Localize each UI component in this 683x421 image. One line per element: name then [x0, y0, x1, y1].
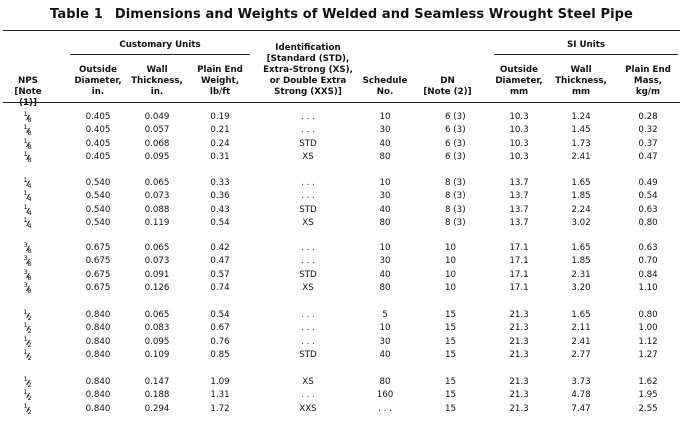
nps-fraction	[24, 269, 33, 282]
cell-schedule: 40	[379, 349, 391, 360]
cell-schedule: 10	[379, 323, 391, 334]
cell-schedule: 80	[379, 217, 391, 228]
nps-numerator: 1	[23, 375, 28, 383]
cell-wt-lbft: 1.72	[210, 403, 230, 414]
cell-wt-in: 0.083	[144, 323, 170, 334]
cell-wt-mm: 4.78	[571, 390, 591, 401]
nps-numerator: 3	[23, 254, 28, 263]
nps-numerator: 1	[23, 189, 28, 198]
cell-mass: 1.00	[638, 323, 658, 334]
header-od-mm-line: mm	[509, 87, 529, 97]
header-wt-in-line: Wall	[146, 65, 168, 75]
nps-cell	[4, 204, 52, 217]
cell-wt-lbft: 0.42	[210, 243, 230, 253]
header-mass-line: kg/m	[635, 87, 661, 97]
nps-denominator: 8	[27, 116, 32, 124]
cell-schedule: 10	[379, 112, 391, 122]
cell-ident: . . .	[301, 125, 315, 136]
cell-od-mm: 21.3	[509, 403, 529, 414]
nps-fraction	[24, 389, 33, 402]
nps-numerator: 3	[23, 267, 28, 276]
nps-fraction	[24, 322, 33, 335]
cell-schedule: 10	[379, 243, 391, 253]
nps-cell	[4, 349, 52, 362]
cell-od-in: 0.540	[85, 178, 111, 188]
cell-wt-mm: 2.41	[571, 151, 591, 162]
cell-mass: 1.27	[638, 349, 658, 360]
cell-od-mm: 21.3	[509, 349, 529, 360]
cell-od-mm: 17.1	[509, 282, 529, 293]
cell-od-in: 0.540	[85, 204, 111, 215]
nps-fraction	[24, 242, 33, 255]
cell-dn: 15	[445, 390, 457, 401]
cell-wt-lbft: 0.76	[210, 336, 230, 347]
cell-ident: XS	[302, 282, 314, 293]
header-wt-in-line: Thickness,	[131, 76, 183, 86]
cell-wt-mm: 7.47	[571, 403, 591, 414]
cell-wt-lbft: 1.09	[210, 377, 230, 387]
cell-ident: XS	[302, 151, 314, 162]
cell-wt-in: 0.065	[144, 310, 170, 320]
nps-cell	[4, 138, 52, 151]
nps-cell	[4, 177, 52, 190]
cell-schedule: 40	[379, 138, 391, 149]
cell-dn: 6 (3)	[445, 151, 466, 162]
cell-od-mm: 10.3	[509, 112, 529, 122]
nps-denominator: 8	[27, 129, 32, 138]
cell-dn: 6 (3)	[445, 125, 466, 136]
header-rule	[3, 102, 680, 103]
cell-od-in: 0.540	[85, 217, 111, 228]
nps-cell	[4, 269, 52, 282]
nps-fraction	[24, 282, 33, 295]
cell-dn: 8 (3)	[445, 217, 466, 228]
nps-fraction	[24, 190, 33, 203]
nps-numerator: 1	[23, 334, 28, 343]
cell-dn: 8 (3)	[445, 204, 466, 215]
nps-numerator: 1	[23, 347, 28, 356]
cell-dn: 15	[445, 323, 457, 334]
nps-fraction	[24, 403, 33, 416]
cell-schedule: 30	[379, 256, 391, 267]
cell-wt-lbft: 0.57	[210, 269, 230, 280]
cell-dn: 10	[445, 243, 457, 253]
header-ident-line: Strong (XXS)]	[274, 87, 342, 97]
cell-wt-lbft: 0.24	[210, 138, 230, 149]
cell-wt-in: 0.091	[144, 269, 170, 280]
cell-od-mm: 17.1	[509, 269, 529, 280]
header-wt-mm-line: Thickness,	[555, 76, 607, 86]
cell-schedule: 30	[379, 125, 391, 136]
nps-cell	[4, 190, 52, 203]
cell-ident: . . .	[301, 256, 315, 267]
cell-od-mm: 21.3	[509, 377, 529, 387]
cell-wt-lbft: 0.54	[210, 310, 230, 320]
nps-denominator: 8	[27, 142, 32, 151]
cell-ident: . . .	[301, 323, 315, 334]
cell-schedule: 5	[382, 310, 388, 320]
cell-od-mm: 13.7	[509, 217, 529, 228]
cell-wt-lbft: 0.47	[210, 256, 230, 267]
cell-wt-lbft: 0.21	[210, 125, 230, 136]
cell-wt-in: 0.147	[144, 377, 170, 387]
header-ident-line: or Double Extra	[269, 76, 347, 86]
customary-units-rule	[70, 54, 250, 55]
header-ident-line: Extra-Strong (XS),	[263, 65, 353, 75]
cell-od-in: 0.840	[85, 377, 111, 387]
cell-dn: 6 (3)	[445, 112, 466, 122]
nps-denominator: 4	[27, 221, 32, 230]
cell-wt-mm: 1.65	[571, 178, 591, 188]
cell-schedule: 80	[379, 282, 391, 293]
nps-cell	[4, 336, 52, 349]
nps-numerator: 1	[23, 215, 28, 224]
cell-od-in: 0.405	[85, 112, 111, 122]
nps-cell	[4, 242, 52, 255]
cell-wt-in: 0.057	[144, 125, 170, 136]
nps-denominator: 4	[27, 182, 32, 190]
cell-wt-mm: 1.45	[571, 125, 591, 136]
cell-od-in: 0.405	[85, 138, 111, 149]
cell-od-in: 0.840	[85, 349, 111, 360]
nps-cell	[4, 151, 52, 164]
cell-wt-mm: 2.41	[571, 336, 591, 347]
cell-ident: . . .	[301, 310, 315, 320]
cell-wt-lbft: 0.19	[210, 112, 230, 122]
nps-numerator: 1	[23, 136, 28, 145]
cell-mass: 0.47	[638, 151, 658, 162]
cell-ident: STD	[299, 349, 317, 360]
nps-cell	[4, 217, 52, 230]
header-wt-lbft-line: Plain End	[197, 65, 243, 75]
header-mass-line: Mass,	[633, 76, 663, 86]
cell-mass: 0.49	[638, 178, 658, 188]
cell-wt-in: 0.065	[144, 178, 170, 188]
cell-od-in: 0.675	[85, 256, 111, 267]
nps-denominator: 8	[27, 247, 32, 255]
header-ident-line: [Standard (STD),	[266, 54, 350, 64]
nps-fraction	[24, 124, 33, 137]
cell-wt-lbft: 0.31	[210, 151, 230, 162]
cell-schedule: 10	[379, 178, 391, 188]
nps-cell	[4, 389, 52, 402]
nps-denominator: 8	[27, 155, 32, 164]
cell-wt-in: 0.188	[144, 390, 170, 401]
cell-schedule: 30	[379, 336, 391, 347]
customary-units-header: Customary Units	[119, 40, 201, 50]
cell-wt-mm: 2.11	[571, 323, 591, 334]
header-wt-lbft-line: Weight,	[201, 76, 239, 86]
nps-numerator: 3	[23, 280, 28, 289]
cell-mass: 0.63	[638, 243, 658, 253]
cell-od-mm: 13.7	[509, 204, 529, 215]
cell-mass: 0.80	[638, 217, 658, 228]
nps-denominator: 2	[27, 394, 32, 403]
cell-wt-in: 0.119	[144, 217, 170, 228]
cell-wt-lbft: 0.74	[210, 282, 230, 293]
cell-mass: 0.37	[638, 138, 658, 149]
cell-dn: 15	[445, 349, 457, 360]
cell-wt-lbft: 0.33	[210, 178, 230, 188]
cell-wt-in: 0.073	[144, 256, 170, 267]
nps-numerator: 1	[23, 308, 28, 316]
cell-mass: 0.54	[638, 191, 658, 202]
cell-ident: XXS	[299, 403, 317, 414]
header-dn-line: DN	[440, 76, 455, 86]
nps-fraction	[24, 151, 33, 164]
cell-mass: 0.80	[638, 310, 658, 320]
cell-od-mm: 13.7	[509, 178, 529, 188]
cell-wt-mm: 2.24	[571, 204, 591, 215]
cell-wt-mm: 1.85	[571, 191, 591, 202]
cell-mass: 0.70	[638, 256, 658, 267]
nps-fraction	[24, 138, 33, 151]
nps-numerator: 1	[23, 110, 28, 118]
header-mass-line: Plain End	[625, 65, 671, 75]
nps-denominator: 4	[27, 195, 32, 204]
cell-ident: XS	[302, 377, 314, 387]
top-rule	[3, 30, 680, 31]
header-wt-mm-line: Wall	[570, 65, 592, 75]
nps-fraction	[24, 336, 33, 349]
header-ident-line: Identification	[275, 43, 341, 53]
cell-wt-mm: 3.73	[571, 377, 591, 387]
cell-mass: 2.55	[638, 403, 658, 414]
nps-denominator: 8	[27, 260, 32, 269]
nps-fraction	[24, 255, 33, 268]
nps-cell	[4, 376, 52, 389]
cell-dn: 15	[445, 403, 457, 414]
cell-wt-in: 0.073	[144, 191, 170, 202]
cell-mass: 1.95	[638, 390, 658, 401]
cell-od-mm: 21.3	[509, 310, 529, 320]
cell-od-in: 0.840	[85, 390, 111, 401]
cell-ident: . . .	[301, 191, 315, 202]
nps-numerator: 1	[23, 149, 28, 158]
nps-numerator: 1	[23, 176, 28, 184]
cell-wt-mm: 2.77	[571, 349, 591, 360]
cell-od-in: 0.840	[85, 310, 111, 320]
cell-od-in: 0.675	[85, 243, 111, 253]
cell-od-mm: 21.3	[509, 336, 529, 347]
cell-dn: 15	[445, 336, 457, 347]
cell-wt-in: 0.126	[144, 282, 170, 293]
cell-wt-mm: 1.85	[571, 256, 591, 267]
cell-wt-lbft: 1.31	[210, 390, 230, 401]
cell-od-in: 0.840	[85, 336, 111, 347]
nps-fraction	[24, 204, 33, 217]
nps-denominator: 2	[27, 327, 32, 336]
header-wt-in-line: in.	[150, 87, 164, 97]
cell-wt-lbft: 0.54	[210, 217, 230, 228]
nps-fraction	[24, 217, 33, 230]
cell-od-mm: 13.7	[509, 191, 529, 202]
header-schedule-line: No.	[376, 87, 394, 97]
nps-fraction	[24, 349, 33, 362]
nps-numerator: 1	[23, 401, 28, 410]
nps-cell	[4, 111, 52, 124]
cell-dn: 15	[445, 377, 457, 387]
cell-od-in: 0.675	[85, 269, 111, 280]
nps-cell	[4, 403, 52, 416]
cell-wt-mm: 1.24	[571, 112, 591, 122]
header-od-in-line: in.	[91, 87, 105, 97]
cell-od-in: 0.405	[85, 151, 111, 162]
cell-ident: . . .	[301, 178, 315, 188]
cell-wt-in: 0.095	[144, 336, 170, 347]
header-wt-lbft-line: lb/ft	[209, 87, 231, 97]
nps-denominator: 2	[27, 407, 32, 416]
nps-numerator: 1	[23, 388, 28, 397]
cell-mass: 1.12	[638, 336, 658, 347]
cell-od-in: 0.675	[85, 282, 111, 293]
cell-ident: STD	[299, 269, 317, 280]
cell-wt-mm: 1.73	[571, 138, 591, 149]
cell-od-mm: 10.3	[509, 125, 529, 136]
cell-wt-mm: 3.02	[571, 217, 591, 228]
nps-cell	[4, 322, 52, 335]
cell-wt-lbft: 0.43	[210, 204, 230, 215]
nps-cell	[4, 309, 52, 322]
nps-denominator: 2	[27, 381, 32, 389]
cell-ident: . . .	[301, 243, 315, 253]
cell-mass: 0.84	[638, 269, 658, 280]
si-units-rule	[494, 54, 678, 55]
cell-ident: . . .	[301, 390, 315, 401]
nps-fraction	[24, 309, 33, 322]
cell-wt-in: 0.065	[144, 243, 170, 253]
cell-wt-mm: 1.65	[571, 243, 591, 253]
cell-wt-mm: 1.65	[571, 310, 591, 320]
cell-dn: 10	[445, 256, 457, 267]
cell-wt-in: 0.049	[144, 112, 170, 122]
cell-wt-mm: 2.31	[571, 269, 591, 280]
cell-mass: 0.63	[638, 204, 658, 215]
cell-wt-mm: 3.20	[571, 282, 591, 293]
nps-numerator: 1	[23, 123, 28, 132]
cell-od-mm: 17.1	[509, 256, 529, 267]
cell-schedule: 80	[379, 151, 391, 162]
header-wt-mm-line: mm	[571, 87, 591, 97]
cell-dn: 8 (3)	[445, 178, 466, 188]
cell-mass: 0.32	[638, 125, 658, 136]
nps-numerator: 1	[23, 321, 28, 330]
cell-od-in: 0.840	[85, 403, 111, 414]
nps-numerator: 1	[23, 202, 28, 211]
nps-numerator: 3	[23, 241, 28, 249]
cell-wt-lbft: 0.67	[210, 323, 230, 334]
nps-fraction	[24, 177, 33, 190]
cell-mass: 0.28	[638, 112, 658, 122]
cell-od-in: 0.840	[85, 323, 111, 334]
header-nps-line: NPS	[18, 76, 38, 86]
cell-od-mm: 21.3	[509, 323, 529, 334]
cell-dn: 10	[445, 269, 457, 280]
nps-denominator: 8	[27, 286, 32, 295]
cell-dn: 15	[445, 310, 457, 320]
nps-fraction	[24, 111, 33, 124]
header-od-in-line: Diameter,	[74, 76, 122, 86]
si-units-header: SI Units	[566, 40, 606, 50]
nps-denominator: 2	[27, 353, 32, 362]
cell-ident: . . .	[301, 112, 315, 122]
cell-ident: STD	[299, 138, 317, 149]
cell-wt-in: 0.294	[144, 403, 170, 414]
cell-od-mm: 10.3	[509, 138, 529, 149]
cell-schedule: 40	[379, 204, 391, 215]
cell-od-mm: 10.3	[509, 151, 529, 162]
header-nps-line: [Note (1)]	[14, 87, 42, 108]
cell-mass: 1.62	[638, 377, 658, 387]
nps-denominator: 8	[27, 273, 32, 282]
cell-schedule: 80	[379, 377, 391, 387]
cell-dn: 10	[445, 282, 457, 293]
header-od-mm-line: Diameter,	[495, 76, 543, 86]
header-od-mm-line: Outside	[500, 65, 538, 75]
cell-od-in: 0.540	[85, 191, 111, 202]
table-caption: Dimensions and Weights of Welded and Seamless Wrought Steel Pipe	[114, 7, 633, 22]
cell-ident: XS	[302, 217, 314, 228]
cell-schedule: 40	[379, 269, 391, 280]
cell-wt-in: 0.095	[144, 151, 170, 162]
cell-ident: STD	[299, 204, 317, 215]
header-od-in-line: Outside	[79, 65, 117, 75]
cell-wt-in: 0.068	[144, 138, 170, 149]
cell-dn: 6 (3)	[445, 138, 466, 149]
cell-od-mm: 21.3	[509, 390, 529, 401]
cell-dn: 8 (3)	[445, 191, 466, 202]
nps-denominator: 2	[27, 314, 32, 322]
nps-fraction	[24, 376, 33, 389]
nps-cell	[4, 255, 52, 268]
table-title	[0, 7, 683, 22]
cell-wt-lbft: 0.36	[210, 191, 230, 202]
header-schedule-line: Schedule	[362, 76, 408, 86]
cell-schedule: 30	[379, 191, 391, 202]
cell-od-in: 0.405	[85, 125, 111, 136]
cell-od-mm: 17.1	[509, 243, 529, 253]
cell-schedule: . . .	[378, 403, 392, 414]
nps-cell	[4, 282, 52, 295]
nps-cell	[4, 124, 52, 137]
nps-denominator: 4	[27, 208, 32, 217]
table-number: Table 1	[50, 7, 103, 22]
nps-denominator: 2	[27, 340, 32, 349]
cell-wt-in: 0.088	[144, 204, 170, 215]
cell-wt-in: 0.109	[144, 349, 170, 360]
cell-wt-lbft: 0.85	[210, 349, 230, 360]
cell-ident: . . .	[301, 336, 315, 347]
cell-mass: 1.10	[638, 282, 658, 293]
cell-schedule: 160	[376, 390, 394, 401]
header-dn-line: [Note (2)]	[423, 87, 472, 97]
